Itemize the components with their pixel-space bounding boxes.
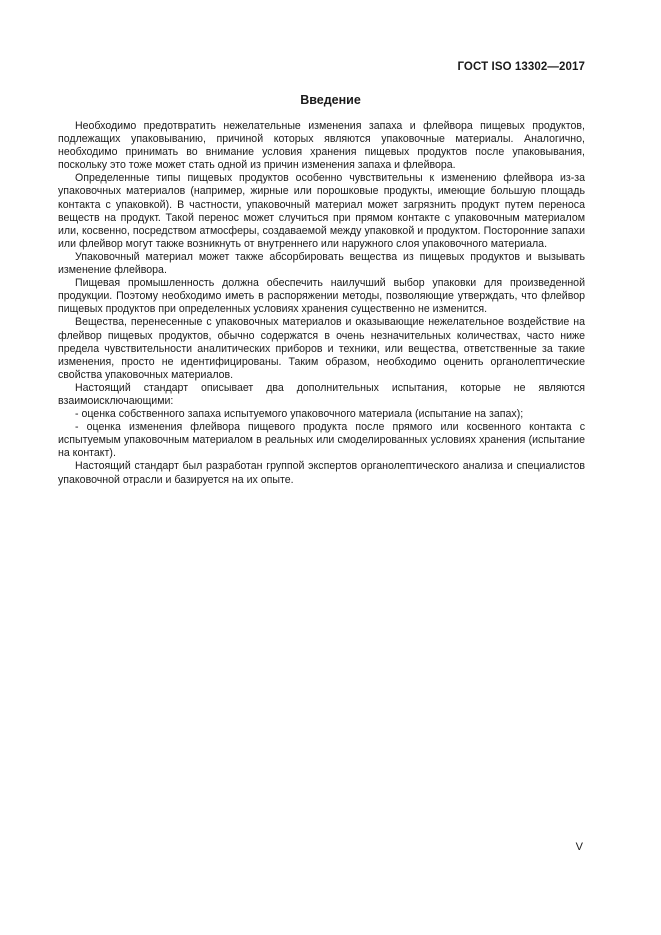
body-text [58, 120, 585, 487]
list-item: - оценка собственного запаха испытуемого упаковочного материала (испытание на запах); [75, 408, 524, 421]
document-code: ГОСТ ISO 13302—2017 [457, 61, 585, 73]
paragraph: Упаковочный материал может также абсорбировать вещества из пищевых продуктов и вызывать изменение флейвора. [58, 250, 585, 277]
paragraph: Настоящий стандарт описывает два дополнительных испытания, которые не являются взаимоисключающими: [58, 381, 585, 407]
paragraph: Необходимо предотвратить нежелательные изменения запаха и флейвора пищевых продуктов, подлежащих упаковыванию, причиной которых являются упаковочные материалы. Аналогично, необходимо принимать во внимание условия хранения пищевых продуктов после упаковывания, поскольку это тоже может стать одной из причин изменения запаха и флейвора. [58, 120, 585, 172]
paragraph: Пищевая промышленность должна обеспечить наилучший выбор упаковки для произведенной продукции. Поэтому необходимо иметь в распоряжении методы, позволяющие утверждать, что флейвор пищевых продуктов при определенных условиях хранения существенно не изменится. [58, 277, 585, 316]
list-item: - оценка изменения флейвора пищевого продукта после прямого или косвенного контакта с испытуемым упаковочным материалом в реальных или смоделированных условиях хранения (испытание на контакт). [58, 421, 585, 460]
paragraph: Определенные типы пищевых продуктов особенно чувствительны к изменению флейвора из-за упаковочных материалов (например, жирные или порошковые продукты, имеющие большую площадь контакта с упаковкой). В частности, упаковочный материал может загрязнить продукт путем переноса веществ на продукт. Такой перенос может случиться при прямом контакте с упаковочным материалом или, косвенно, посредством атмосферы, создаваемой между упаковкой и продуктом. Посторонние запахи или флейвор могут также возникнуть от внутреннего или наружного слоя упаковочного материала. [58, 172, 585, 250]
paragraph: Настоящий стандарт был разработан группой экспертов органолептического анализа и специалистов упаковочной отрасли и базируется на их опыте. [58, 460, 585, 486]
page-number: V [575, 841, 583, 853]
section-title: Введение [300, 93, 361, 107]
paragraph: Вещества, перенесенные с упаковочных материалов и оказывающие нежелательное воздействие на флейвор пищевых продуктов, обычно содержатся в очень незначительных количествах, часто ниже предела чувствительности аналитических приборов и техники, или вещества, ответственные за такие изменения, просто не идентифицированы. Таким образом, необходимо оценить органолептические свойства упаковочных материалов. [58, 316, 585, 381]
